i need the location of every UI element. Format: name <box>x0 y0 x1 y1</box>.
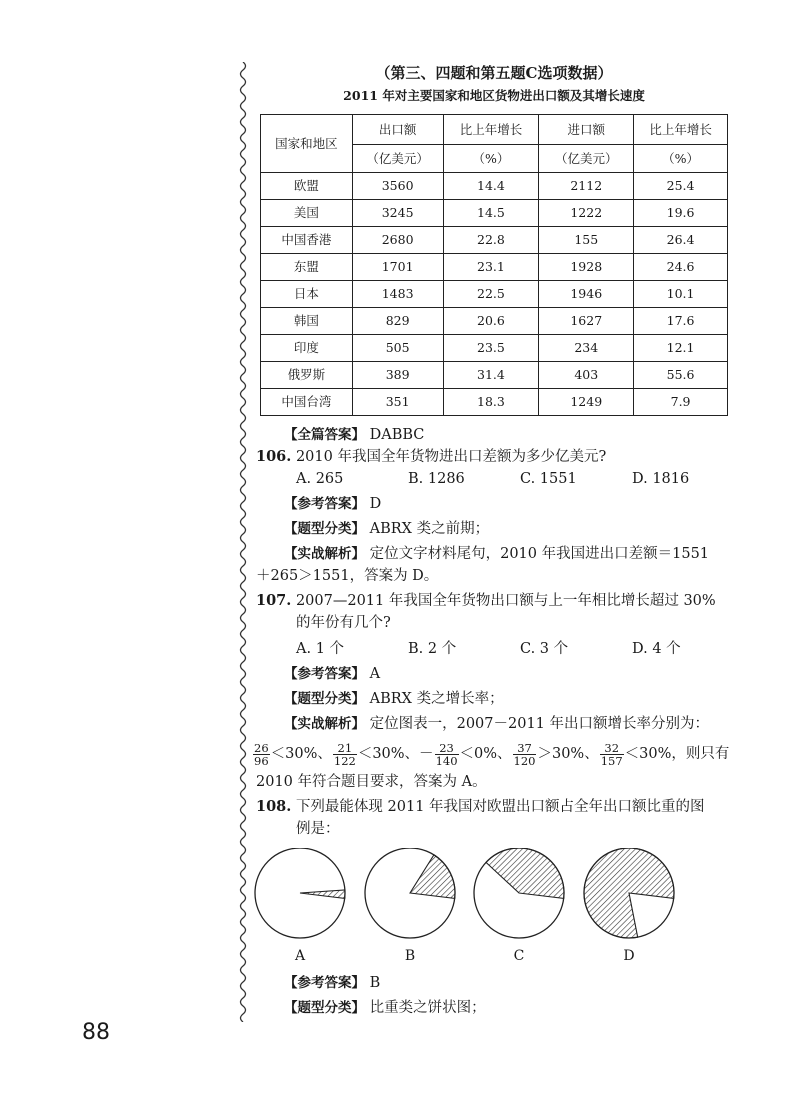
value-cell: 3560 <box>352 173 443 200</box>
unit-cell: （亿美元） <box>352 145 443 173</box>
q106-analysis-text: 定位文字材料尾句，2010 年我国进出口差额＝1551 <box>369 546 710 562</box>
q106-analysis-label: 【实战解析】 <box>284 546 365 562</box>
q107-type-label: 【题型分类】 <box>284 691 365 707</box>
q106-type-label: 【题型分类】 <box>284 521 365 537</box>
pie-label: C <box>513 948 525 964</box>
q106-analysis <box>256 543 732 565</box>
table-header-row <box>261 115 728 145</box>
q108-type <box>256 997 732 1019</box>
table-row <box>261 308 728 335</box>
full-answer <box>256 424 732 446</box>
table-row <box>261 227 728 254</box>
value-cell: 351 <box>352 389 443 416</box>
region-cell: 东盟 <box>261 254 353 281</box>
page-number: 88 <box>82 1020 110 1045</box>
q108-pie-options <box>256 848 732 968</box>
q108-number: 108. <box>256 798 292 815</box>
value-cell: 18.3 <box>443 389 539 416</box>
q107-option-b: B. 2 个 <box>408 641 457 657</box>
fraction-denominator: 96 <box>254 753 269 768</box>
column-header: 进口额 <box>539 115 634 145</box>
pie-label: B <box>404 948 416 964</box>
q108-type-label: 【题型分类】 <box>284 1000 365 1016</box>
q106-number: 106. <box>256 448 292 465</box>
content-column <box>256 62 732 1019</box>
value-cell: 389 <box>352 362 443 389</box>
value-cell: 55.6 <box>634 362 728 389</box>
q107-stem-cont: 的年份有几个? <box>296 615 391 631</box>
region-cell: 美国 <box>261 200 353 227</box>
column-header: 出口额 <box>352 115 443 145</box>
q107-number: 107. <box>256 592 292 609</box>
q106-stem <box>256 446 732 468</box>
trade-table <box>260 114 728 416</box>
fraction <box>253 742 270 767</box>
value-cell: 24.6 <box>634 254 728 281</box>
value-cell: 12.1 <box>634 335 728 362</box>
q107-type <box>256 688 732 710</box>
table-row <box>261 335 728 362</box>
fraction-denominator: 140 <box>435 753 458 768</box>
region-cell: 俄罗斯 <box>261 362 353 389</box>
fraction <box>333 742 357 767</box>
value-cell: 17.6 <box>634 308 728 335</box>
q107-analysis-end: 2010 年符合题目要求，答案为 A。 <box>256 774 487 790</box>
q107-analysis <box>256 713 732 735</box>
value-cell: 2680 <box>352 227 443 254</box>
q107-answer-label: 【参考答案】 <box>284 666 365 682</box>
q107-fraction-line <box>252 739 732 769</box>
fraction-relation: ＞30%、 <box>537 746 599 762</box>
q107-stem <box>256 590 732 612</box>
q106-type-value: ABRX 类之前期； <box>369 521 490 537</box>
value-cell: 234 <box>539 335 634 362</box>
q108-answer-value: B <box>369 975 381 991</box>
q107-option-d: D. 4 个 <box>632 641 681 657</box>
fraction-relation: ＜30%，则只有 <box>624 746 730 762</box>
pie-charts <box>240 848 740 968</box>
region-cell: 日本 <box>261 281 353 308</box>
value-cell: 505 <box>352 335 443 362</box>
fraction <box>435 742 459 767</box>
value-cell: 14.5 <box>443 200 539 227</box>
table-subtitle: 2011 年对主要国家和地区货物进出口额及其增长速度 <box>343 88 645 103</box>
fraction-relation: ＜30%、 <box>270 746 332 762</box>
q107-answer <box>256 663 732 685</box>
value-cell: 26.4 <box>634 227 728 254</box>
full-answer-value: DABBC <box>369 427 425 443</box>
value-cell: 31.4 <box>443 362 539 389</box>
q108-stem <box>256 796 732 818</box>
value-cell: 403 <box>539 362 634 389</box>
value-cell: 155 <box>539 227 634 254</box>
q106-type <box>256 518 732 540</box>
q107-option-c: C. 3 个 <box>520 641 569 657</box>
q107-analysis-label: 【实战解析】 <box>284 716 365 732</box>
table-row <box>261 389 728 416</box>
fraction-denominator: 120 <box>513 753 536 768</box>
value-cell: 7.9 <box>634 389 728 416</box>
full-answer-label: 【全篇答案】 <box>284 427 365 443</box>
value-cell: 23.1 <box>443 254 539 281</box>
q107-type-value: ABRX 类之增长率； <box>369 691 504 707</box>
q108-answer <box>256 972 732 994</box>
fraction-numerator: 21 <box>333 742 357 755</box>
q106-option-b: B. 1286 <box>408 471 465 487</box>
table-row <box>261 281 728 308</box>
fraction-denominator: 157 <box>600 753 623 768</box>
table-row <box>261 362 728 389</box>
value-cell: 3245 <box>352 200 443 227</box>
pie-label: A <box>294 948 306 964</box>
region-cell: 韩国 <box>261 308 353 335</box>
q106-option-c: C. 1551 <box>520 471 577 487</box>
column-header: 比上年增长 <box>443 115 539 145</box>
value-cell: 23.5 <box>443 335 539 362</box>
region-header: 国家和地区 <box>261 115 353 173</box>
fraction-relation: ＜0%、 <box>459 746 512 762</box>
value-cell: 20.6 <box>443 308 539 335</box>
q106-analysis-cont: ＋265＞1551，答案为 D。 <box>256 568 439 584</box>
fraction-numerator: 37 <box>513 742 537 755</box>
q108-stem-cont: 例是： <box>296 821 340 837</box>
unit-cell: （%） <box>443 145 539 173</box>
fraction-numerator: 32 <box>600 742 624 755</box>
value-cell: 2112 <box>539 173 634 200</box>
table-row <box>261 254 728 281</box>
region-cell: 中国香港 <box>261 227 353 254</box>
fraction <box>600 742 624 767</box>
q107-options <box>256 638 732 660</box>
fraction-relation: ＜30%、－ <box>357 746 434 762</box>
unit-cell: （%） <box>634 145 728 173</box>
fraction-numerator: 23 <box>435 742 459 755</box>
q106-answer-value: D <box>369 496 382 512</box>
q107-analysis-text: 定位图表一，2007－2011 年出口额增长率分别为： <box>369 716 710 732</box>
q106-answer-label: 【参考答案】 <box>284 496 365 512</box>
q107-text: 2007—2011 年我国全年货物出口额与上一年相比增长超过 30% <box>295 593 716 609</box>
fraction-denominator: 122 <box>333 753 356 768</box>
value-cell: 1928 <box>539 254 634 281</box>
q108-type-value: 比重类之饼状图； <box>369 1000 486 1016</box>
value-cell: 22.8 <box>443 227 539 254</box>
value-cell: 1483 <box>352 281 443 308</box>
q108-text: 下列最能体现 2011 年我国对欧盟出口额占全年出口额比重的图 <box>295 799 705 815</box>
fraction-numerator: 26 <box>254 740 269 755</box>
table-row <box>261 173 728 200</box>
region-cell: 欧盟 <box>261 173 353 200</box>
value-cell: 14.4 <box>443 173 539 200</box>
region-cell: 印度 <box>261 335 353 362</box>
pie-label: D <box>623 948 635 964</box>
q106-text: 2010 年我国全年货物进出口差额为多少亿美元? <box>295 449 607 465</box>
q106-options <box>256 468 732 490</box>
value-cell: 1701 <box>352 254 443 281</box>
value-cell: 1627 <box>539 308 634 335</box>
region-cell: 中国台湾 <box>261 389 353 416</box>
value-cell: 1249 <box>539 389 634 416</box>
table-row <box>261 200 728 227</box>
value-cell: 19.6 <box>634 200 728 227</box>
unit-cell: （亿美元） <box>539 145 634 173</box>
value-cell: 1946 <box>539 281 634 308</box>
q108-answer-label: 【参考答案】 <box>284 975 365 991</box>
q107-answer-value: A <box>369 666 381 682</box>
value-cell: 1222 <box>539 200 634 227</box>
q107-option-a: A. 1 个 <box>296 641 345 657</box>
q106-answer <box>256 493 732 515</box>
q106-option-d: D. 1816 <box>632 471 690 487</box>
fraction <box>513 742 537 767</box>
value-cell: 25.4 <box>634 173 728 200</box>
value-cell: 22.5 <box>443 281 539 308</box>
table-heading: （第三、四题和第五题C选项数据） <box>375 64 613 82</box>
q106-option-a: A. 265 <box>296 471 344 487</box>
column-header: 比上年增长 <box>634 115 728 145</box>
value-cell: 10.1 <box>634 281 728 308</box>
value-cell: 829 <box>352 308 443 335</box>
